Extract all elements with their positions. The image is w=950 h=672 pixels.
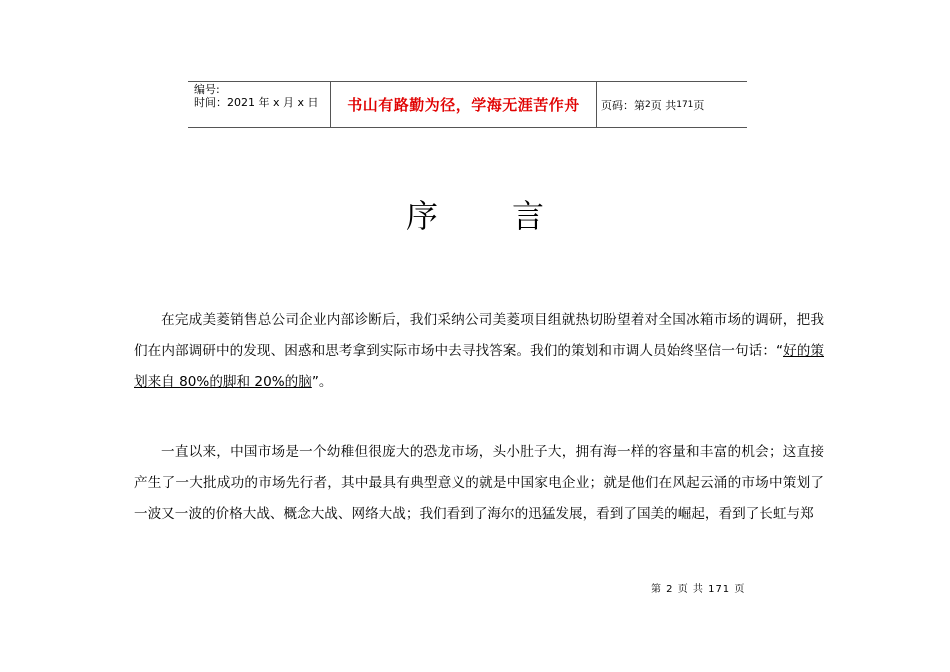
header-motto-cell — [331, 82, 597, 127]
header-meta-cell — [188, 82, 331, 127]
page-prefix: 页码：第 — [601, 98, 645, 112]
title-char-2: 言 — [512, 197, 545, 235]
page-footer: 第 2 页 共 171 页 — [651, 584, 746, 595]
paragraph-2: 一直以来，中国市场是一个幼稚但很庞大的恐龙市场，头小肚子大，拥有海一样的容量和丰富的机会；这直接产生了一大批成功的市场先行者，其中最具有典型意义的就是中国家电企业；就是他们在风起云涌的市场中策划了一波又一波的价格大战、概念大战、网络大战；我们看到了海尔的迅猛发展，看到了国美的崛起，看到了长虹与郑 — [134, 444, 824, 522]
paragraph-1 — [134, 305, 824, 398]
paragraph-1-end: ”。 — [311, 374, 333, 390]
page-number: 2 — [645, 99, 651, 110]
page-suffix: 页 — [693, 98, 705, 112]
quote-underlined: 好的策划来自 80%的脚和 20%的脑 — [134, 343, 824, 390]
document-header — [188, 81, 747, 128]
page-total: 171 — [676, 99, 694, 110]
time-label: 时间：2021 年 x 月 x 日 — [194, 96, 319, 109]
page-title — [0, 196, 950, 236]
motto-text: 书山有路勤为径，学海无涯苦作舟 — [347, 96, 580, 114]
serial-label: 编号: — [194, 83, 220, 96]
title-char-1: 序 — [405, 197, 438, 235]
paragraph-1-text: 在完成美菱销售总公司企业内部诊断后，我们采纳公司美菱项目组就热切盼望着对全国冰箱市场的调研，把我们在内部调研中的发现、困惑和思考拿到实际市场中去寻找答案。我们的策划和市调人员始终坚信一句话：“ — [134, 312, 824, 359]
header-page-cell — [597, 82, 747, 127]
page-mid: 页 共 — [650, 98, 677, 112]
